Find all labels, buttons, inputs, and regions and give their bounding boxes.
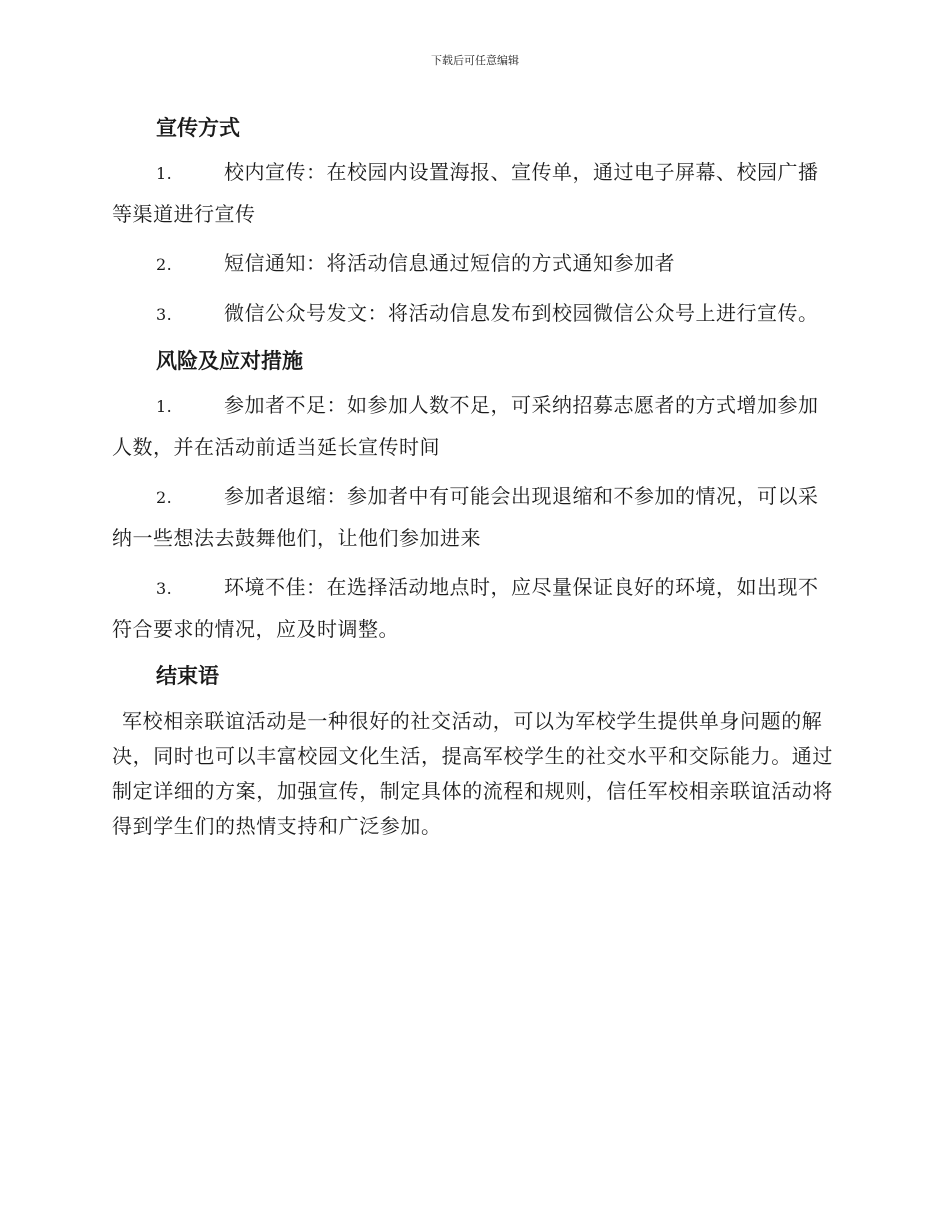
conclusion-paragraph: 军校相亲联谊活动是一种很好的社交活动，可以为军校学生提供单身问题的解决，同时也可以丰富校园文化生活，提高军校学生的社交水平和交际能力。通过制定详细的方案，加强宣传，制定具体的流程和规则，信任军校相亲联谊活动将得到学生们的热情支持和广泛参加。 [112,709,833,838]
page-header: 下载后可任意编辑 [431,54,519,67]
list-item [112,243,834,285]
list-item [112,476,834,559]
list-item-text: 微信公众号发文：将活动信息发布到校园微信公众号上进行宣传。 [224,301,819,325]
section-heading-publicity: 宣传方式 [156,116,240,140]
list-item-text: 短信通知：将活动信息通过短信的方式通知参加者 [224,251,675,275]
list-item [112,152,834,235]
section-heading-conclusion: 结束语 [156,664,219,688]
list-item-number: 3. [156,305,173,324]
section-heading-risks: 风险及应对措施 [156,349,303,373]
list-item-number: 3. [156,579,173,598]
list-item-text: 参加者不足：如参加人数不足，可采纳招募志愿者的方式增加参加人数，并在活动前适当延长宣传时间 [112,393,819,459]
document-body [112,110,834,844]
list-item [112,567,834,650]
list-item-text: 参加者退缩：参加者中有可能会出现退缩和不参加的情况，可以采纳一些想法去鼓舞他们，让他们参加进来 [112,484,819,550]
list-item-number: 2. [156,255,173,274]
list-item-text: 环境不佳：在选择活动地点时，应尽量保证良好的环境，如出现不符合要求的情况，应及时调整。 [112,575,819,641]
list-item [112,293,834,335]
list-item-text: 校内宣传：在校园内设置海报、宣传单，通过电子屏幕、校园广播等渠道进行宣传 [112,160,819,226]
list-item-number: 2. [156,488,173,507]
list-item-number: 1. [156,164,173,183]
list-item [112,385,834,468]
list-item-number: 1. [156,397,173,416]
